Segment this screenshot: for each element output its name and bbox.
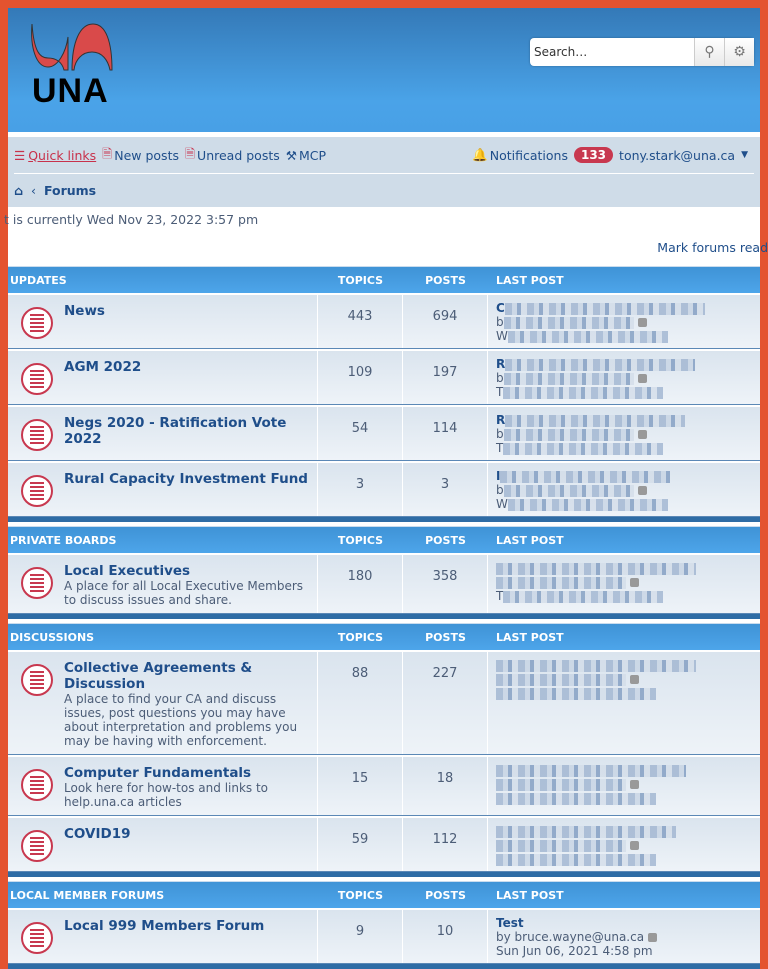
posts-count: 227 (403, 652, 488, 754)
unread-posts-link[interactable]: Unread posts (197, 147, 280, 163)
last-post-time: T (496, 589, 504, 603)
redacted-text (496, 826, 676, 838)
posts-count: 114 (403, 407, 488, 460)
forum-row (8, 553, 760, 614)
last-post-title[interactable]: Test (496, 916, 524, 930)
gavel-icon: ⚒ (285, 147, 297, 163)
goto-post-icon[interactable] (638, 430, 647, 439)
last-post-title[interactable]: C (496, 301, 505, 315)
posts-count: 18 (403, 757, 488, 815)
category (8, 526, 760, 619)
forum-title[interactable]: Rural Capacity Investment Fund (64, 471, 308, 487)
forum-read-icon (21, 830, 53, 862)
home-icon[interactable]: ⌂ (14, 182, 23, 198)
posts-count: 197 (403, 351, 488, 404)
forum-title[interactable]: Negs 2020 - Ratification Vote 2022 (64, 415, 287, 447)
category-header (8, 624, 760, 650)
menu-icon: ☰ (14, 147, 26, 163)
forum-title[interactable]: COVID19 (64, 826, 131, 842)
redacted-text (496, 854, 656, 866)
una-logo-icon (28, 22, 118, 72)
forum-title[interactable]: Computer Fundamentals (64, 765, 252, 781)
last-post (488, 818, 760, 871)
goto-post-icon[interactable] (630, 841, 639, 850)
forum-read-icon (21, 769, 53, 801)
last-post-time: T (496, 441, 504, 455)
category-title[interactable]: DISCUSSIONS (10, 630, 95, 644)
file-icon: 🗎 (184, 145, 196, 161)
forum-row (8, 755, 760, 816)
last-post-title[interactable]: R (496, 413, 506, 427)
redacted-text (505, 415, 685, 427)
topics-count: 9 (318, 910, 403, 963)
last-post-time: W (496, 329, 508, 343)
bell-icon: 🔔 (472, 147, 488, 162)
posts-count: 10 (403, 910, 488, 963)
col-last-post: LAST POST (496, 630, 564, 644)
last-post-author[interactable]: b (496, 315, 504, 329)
last-post-time: Sun Jun 06, 2021 4:58 pm (496, 944, 653, 958)
notification-count-badge[interactable]: 133 (574, 147, 613, 163)
chevron-down-icon[interactable]: ▼ (741, 150, 748, 160)
category (8, 266, 760, 522)
category-footer (8, 517, 760, 522)
redacted-text (504, 317, 634, 329)
category-header (8, 527, 760, 553)
redacted-text (496, 563, 696, 575)
forum-read-icon (21, 475, 53, 507)
site-header (8, 8, 760, 132)
redacted-text (496, 779, 626, 791)
breadcrumb-forums[interactable]: Forums (43, 182, 97, 198)
redacted-text (503, 591, 663, 603)
gear-icon: ⚙ (733, 44, 746, 60)
redacted-text (500, 471, 670, 483)
redacted-text (496, 688, 656, 700)
forum-row (8, 405, 760, 461)
category-footer (8, 872, 760, 877)
forum-row (8, 650, 760, 755)
mark-forums-read-link[interactable]: Mark forums read (657, 240, 768, 255)
posts-count: 694 (403, 295, 488, 348)
forum-read-icon (21, 922, 53, 954)
col-topics: TOPICS (337, 888, 384, 902)
chevron-left-icon: ‹ (30, 182, 36, 198)
last-post (488, 910, 760, 963)
search-box (530, 38, 754, 66)
forum-row (8, 293, 760, 349)
category (8, 881, 760, 969)
forum-description: Look here for how-tos and links to help.una.ca articles (64, 781, 269, 809)
notifications-link[interactable]: Notifications (489, 147, 568, 163)
col-posts: POSTS (425, 273, 466, 287)
topics-count: 59 (318, 818, 403, 871)
goto-post-icon[interactable] (638, 374, 647, 383)
forum-list (8, 266, 760, 969)
last-post-time: W (496, 497, 508, 511)
search-button[interactable] (694, 38, 724, 66)
forum-title[interactable]: News (64, 303, 105, 319)
last-post (488, 652, 760, 754)
last-post-author[interactable]: b (496, 427, 504, 441)
forum-read-icon (21, 307, 53, 339)
last-post (488, 555, 760, 613)
last-post-title[interactable]: R (496, 357, 506, 371)
forum-read-icon (21, 664, 53, 696)
category-title[interactable]: PRIVATE BOARDS (10, 533, 117, 547)
forum-row (8, 349, 760, 405)
search-icon: ⚲ (704, 44, 715, 60)
forum-title[interactable]: AGM 2022 (64, 359, 142, 375)
redacted-text (504, 373, 634, 385)
redacted-text (508, 331, 668, 343)
posts-count: 3 (403, 463, 488, 516)
redacted-text (505, 359, 695, 371)
category-title[interactable]: UPDATES (10, 273, 67, 287)
col-last-post: LAST POST (496, 888, 564, 902)
forum-title[interactable]: Collective Agreements & Discussion (64, 660, 253, 692)
quick-links-link[interactable]: Quick links (28, 147, 97, 163)
forum-row (8, 461, 760, 517)
forum-read-icon (21, 419, 53, 451)
col-topics: TOPICS (337, 533, 384, 547)
col-posts: POSTS (425, 533, 466, 547)
last-post-author[interactable]: b (496, 483, 504, 497)
last-post-author[interactable]: by bruce.wayne@una.ca (496, 930, 645, 944)
topics-count: 15 (318, 757, 403, 815)
last-post (488, 407, 760, 460)
category-footer (8, 614, 760, 619)
forum-title[interactable]: Local 999 Members Forum (64, 918, 265, 934)
redacted-text (496, 660, 696, 672)
logo-text: UNA (32, 72, 109, 110)
topics-count: 88 (318, 652, 403, 754)
current-time: t is currently Wed Nov 23, 2022 3:57 pm (4, 212, 259, 227)
goto-post-icon[interactable] (648, 933, 657, 942)
redacted-text (504, 429, 634, 441)
goto-post-icon[interactable] (638, 486, 647, 495)
last-post-author[interactable]: b (496, 371, 504, 385)
topics-count: 180 (318, 555, 403, 613)
forum-row (8, 908, 760, 964)
col-topics: TOPICS (337, 273, 384, 287)
goto-post-icon[interactable] (630, 780, 639, 789)
redacted-text (496, 674, 626, 686)
redacted-text (508, 499, 668, 511)
redacted-text (503, 387, 663, 399)
last-post-time: T (496, 385, 504, 399)
category (8, 623, 760, 877)
user-menu[interactable]: tony.stark@una.ca (619, 147, 736, 163)
mcp-link[interactable]: MCP (298, 147, 327, 163)
forum-description: A place to find your CA and discuss issues, post questions you may have about interpretation and problems you may be having with enforcement. (64, 692, 298, 748)
topics-count: 3 (318, 463, 403, 516)
forum-read-icon (21, 567, 53, 599)
navbar (8, 137, 760, 207)
redacted-text (504, 485, 634, 497)
category-header (8, 267, 760, 293)
topics-count: 109 (318, 351, 403, 404)
last-post (488, 351, 760, 404)
advanced-search-button[interactable] (724, 38, 754, 66)
forum-description: A place for all Local Executive Members to discuss issues and share. (64, 579, 304, 607)
last-post-title[interactable]: I (496, 469, 501, 483)
forum-title[interactable]: Local Executives (64, 563, 191, 579)
category-title[interactable]: LOCAL MEMBER FORUMS (10, 888, 165, 902)
page (4, 8, 768, 958)
col-posts: POSTS (425, 888, 466, 902)
goto-post-icon[interactable] (630, 578, 639, 587)
redacted-text (505, 303, 705, 315)
new-posts-link[interactable]: New posts (114, 147, 179, 163)
redacted-text (496, 793, 656, 805)
redacted-text (496, 765, 686, 777)
col-posts: POSTS (425, 630, 466, 644)
last-post (488, 757, 760, 815)
category-footer (8, 964, 760, 969)
forum-read-icon (21, 363, 53, 395)
file-icon: 🗎 (102, 145, 113, 161)
goto-post-icon[interactable] (638, 318, 647, 327)
topics-count: 54 (318, 407, 403, 460)
last-post (488, 295, 760, 348)
goto-post-icon[interactable] (630, 675, 639, 684)
posts-count: 358 (403, 555, 488, 613)
search-input[interactable] (530, 38, 694, 66)
redacted-text (496, 840, 626, 852)
redacted-text (503, 443, 663, 455)
forum-row (8, 816, 760, 872)
category-header (8, 882, 760, 908)
col-last-post: LAST POST (496, 533, 564, 547)
col-last-post: LAST POST (496, 273, 564, 287)
last-post (488, 463, 760, 516)
col-topics: TOPICS (337, 630, 384, 644)
redacted-text (496, 577, 626, 589)
posts-count: 112 (403, 818, 488, 871)
topics-count: 443 (318, 295, 403, 348)
